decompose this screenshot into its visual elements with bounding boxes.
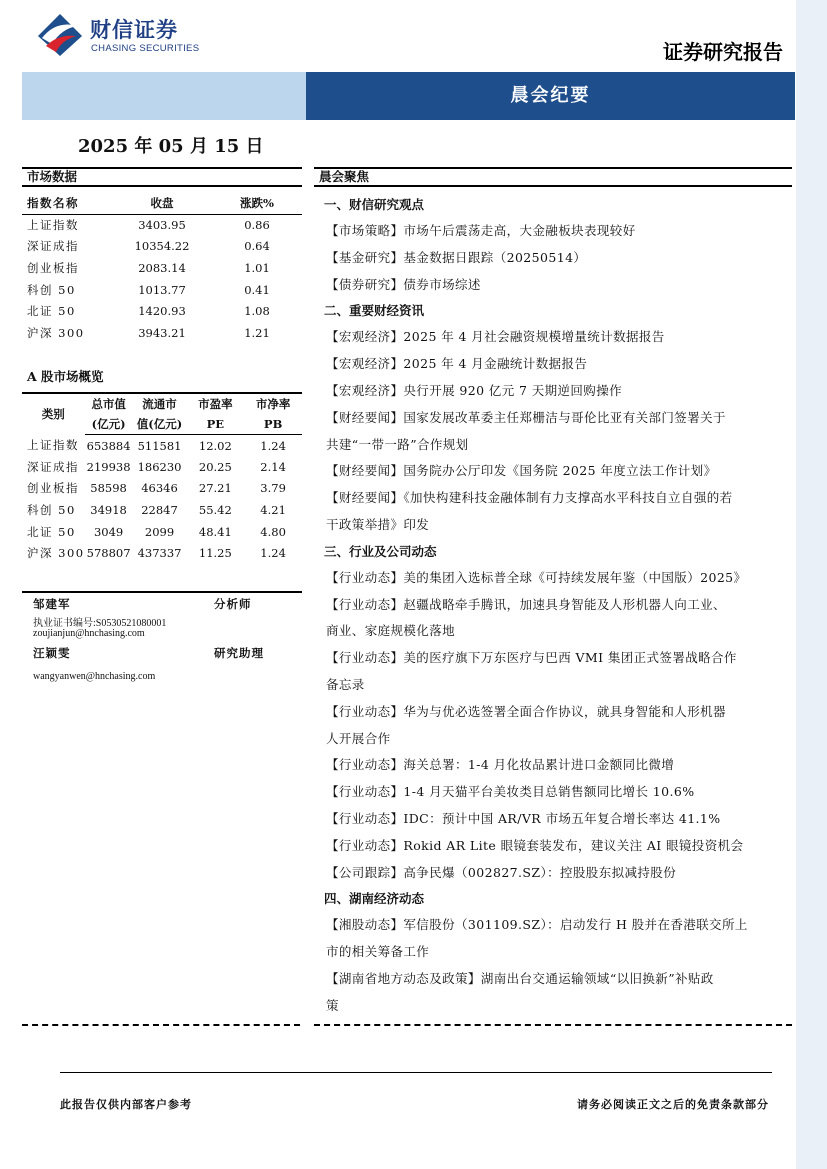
focus-item-tag: 【行业动态】 xyxy=(326,596,404,612)
analyst-cert: 执业证书编号:S0530521080001 xyxy=(33,618,167,629)
change-value: 0.41 xyxy=(244,282,270,297)
ashare-overview-table xyxy=(22,392,302,564)
focus-item-text: Rokid AR Lite 眼镜套装发布，建议关注 AI 眼镜投资机会 xyxy=(403,837,744,853)
table-row xyxy=(22,279,302,301)
change-value: 1.01 xyxy=(244,260,270,275)
pb-value: 4.21 xyxy=(260,503,286,518)
pe-value: 11.25 xyxy=(198,546,232,561)
focus-item-text: 湖南出台交通运输领域“以旧换新”补贴政 xyxy=(480,970,714,986)
change-value: 0.64 xyxy=(244,239,270,254)
header-pb: 市净率 xyxy=(255,397,291,411)
logo-text-en: CHASING SECURITIES xyxy=(91,43,200,54)
focus-item-text: 美的集团入选标普全球《可持续发展年鉴（中国版）2025》 xyxy=(403,569,747,585)
close-value: 2083.14 xyxy=(138,260,186,275)
category-name: 深证成指 xyxy=(27,459,79,474)
pb-value: 3.79 xyxy=(260,481,286,496)
focus-item-text: 高争民爆（002827.SZ）：控股股东拟减持股份 xyxy=(403,864,677,880)
banner-title: 晨会纪要 xyxy=(510,85,591,106)
index-name: 科创 50 xyxy=(27,282,76,297)
header-float-unit: 值(亿元) xyxy=(133,414,187,435)
focus-item-tag: 【湘股动态】 xyxy=(326,917,404,933)
table-row xyxy=(22,478,302,500)
focus-item[interactable] xyxy=(326,218,790,245)
logo-text-cn: 财信证券 xyxy=(90,18,178,42)
pb-value: 2.14 xyxy=(260,459,286,474)
focus-item[interactable] xyxy=(326,324,790,351)
ashare-overview-heading: A 股市场概览 xyxy=(27,369,104,384)
pb-value: 1.24 xyxy=(260,546,286,561)
table-row xyxy=(22,435,302,457)
focus-heading: 晨会聚焦 xyxy=(314,167,792,187)
table-row xyxy=(22,257,302,279)
assistant-email[interactable]: wangyanwen@hnchasing.com xyxy=(33,671,156,682)
focus-item-continuation: 人开展合作 xyxy=(326,730,391,746)
focus-item-tag: 【财经要闻】 xyxy=(326,463,404,479)
pe-value: 12.02 xyxy=(198,438,232,453)
focus-item-text: 2025 年 4 月社会融资规模增量统计数据报告 xyxy=(403,329,665,345)
focus-item-tag: 【宏观经济】 xyxy=(326,356,404,372)
category-name: 北证 50 xyxy=(27,524,76,539)
focus-item[interactable] xyxy=(326,245,790,272)
index-name: 北证 50 xyxy=(27,304,76,319)
assistant-name: 汪颖雯 xyxy=(33,646,71,660)
total-cap: 58598 xyxy=(90,481,127,496)
focus-item-text: 海关总署：1-4 月化妆品累计进口金额同比微增 xyxy=(403,757,675,773)
focus-item[interactable] xyxy=(326,272,790,299)
pb-value: 4.80 xyxy=(260,524,286,539)
focus-item-continuation: 策 xyxy=(326,997,339,1013)
focus-item-tag: 【财经要闻】 xyxy=(326,490,404,506)
focus-item[interactable] xyxy=(326,833,790,860)
close-value: 1420.93 xyxy=(138,304,186,319)
focus-list xyxy=(326,192,790,1020)
company-logo xyxy=(36,12,256,58)
focus-item[interactable] xyxy=(326,912,790,939)
table-header-row xyxy=(22,393,302,414)
total-cap: 219938 xyxy=(86,459,131,474)
focus-item[interactable] xyxy=(326,405,790,432)
category-name: 沪深 300 xyxy=(27,546,85,561)
logo-mark-icon xyxy=(36,12,84,56)
banner-left-block xyxy=(22,72,306,120)
focus-item[interactable] xyxy=(326,592,790,619)
header-pb-unit: PB xyxy=(244,414,302,435)
index-name: 上证指数 xyxy=(27,218,79,233)
side-stripe xyxy=(796,0,827,1169)
focus-item-text: 市场午后震荡走高，大金融板块表现较好 xyxy=(403,223,636,238)
analyst-role: 分析师 xyxy=(214,597,252,611)
focus-item[interactable] xyxy=(326,645,790,672)
focus-item-tag: 【基金研究】 xyxy=(326,249,404,265)
header-total-unit: (亿元) xyxy=(85,414,133,435)
focus-item-text: 基金数据日跟踪（20250514） xyxy=(403,249,587,265)
left-dashed-divider xyxy=(22,1024,300,1026)
pe-value: 20.25 xyxy=(198,459,232,474)
index-name: 创业板指 xyxy=(27,260,79,275)
focus-item-tag: 【行业动态】 xyxy=(326,810,404,826)
focus-item-tag: 【市场策略】 xyxy=(326,223,404,238)
header-pe-unit: PE xyxy=(186,414,244,435)
change-value: 0.86 xyxy=(244,218,270,233)
header-pe: 市盈率 xyxy=(198,397,233,411)
float-cap: 437337 xyxy=(137,546,182,561)
table-row xyxy=(22,456,302,478)
pb-value: 1.24 xyxy=(260,438,286,453)
analyst-name: 邹建军 xyxy=(33,597,71,611)
header-float-cap: 流通市 xyxy=(142,397,177,411)
focus-item[interactable] xyxy=(326,378,790,405)
table-row xyxy=(22,521,302,543)
focus-item-tag: 【行业动态】 xyxy=(326,837,404,853)
table-row xyxy=(22,236,302,258)
table-header-row xyxy=(22,192,302,214)
focus-item-continuation: 备忘录 xyxy=(326,676,365,692)
index-name: 深证成指 xyxy=(27,239,79,254)
total-cap: 653884 xyxy=(86,438,131,453)
focus-item-tag: 【公司跟踪】 xyxy=(326,864,404,880)
close-value: 3403.95 xyxy=(138,218,186,233)
focus-item-tag: 【宏观经济】 xyxy=(326,382,404,398)
focus-section-title: 四、湖南经济动态 xyxy=(324,891,425,907)
table-row xyxy=(22,322,302,344)
table-row xyxy=(22,542,302,564)
header-index-name: 指数名称 xyxy=(22,192,112,214)
focus-item-continuation: 共建“一带一路”合作规划 xyxy=(326,436,469,452)
focus-item[interactable] xyxy=(326,860,790,887)
focus-item-text: 《加快构建科技金融体制有力支撑高水平科技自立自强的若 xyxy=(403,490,733,506)
focus-item-text: 央行开展 920 亿元 7 天期逆回购操作 xyxy=(403,382,623,398)
index-name: 沪深 300 xyxy=(27,325,85,340)
total-cap: 3049 xyxy=(93,524,124,539)
total-cap: 578807 xyxy=(86,546,131,561)
focus-section-title: 一、财信研究观点 xyxy=(324,197,425,212)
focus-item-tag: 【湖南省地方动态及政策】 xyxy=(326,970,481,986)
focus-item-continuation: 商业、家庭规模化落地 xyxy=(326,623,456,639)
focus-item-text: 国家发展改革委主任郑栅洁与哥伦比亚有关部门签署关于 xyxy=(403,409,726,425)
focus-item[interactable] xyxy=(326,351,790,378)
title-banner xyxy=(22,72,795,120)
footer-disclaimer-right: 请务必阅读正文之后的免责条款部分 xyxy=(577,1098,769,1111)
focus-item[interactable] xyxy=(326,565,790,592)
focus-item-continuation: 市的相关筹备工作 xyxy=(326,944,430,960)
focus-item-text: 国务院办公厅印发《国务院 2025 年度立法工作计划》 xyxy=(403,463,717,479)
market-data-heading: 市场数据 xyxy=(22,167,302,187)
focus-item-tag: 【行业动态】 xyxy=(326,757,404,773)
float-cap: 22847 xyxy=(141,503,178,518)
focus-item[interactable] xyxy=(326,485,790,512)
market-data-table xyxy=(22,192,302,344)
header-change: 涨跌% xyxy=(212,192,302,214)
focus-item-tag: 【行业动态】 xyxy=(326,784,404,800)
float-cap: 186230 xyxy=(137,459,182,474)
focus-item-text: 2025 年 4 月金融统计数据报告 xyxy=(403,356,588,372)
total-cap: 34918 xyxy=(90,503,127,518)
focus-item-tag: 【行业动态】 xyxy=(326,703,404,719)
focus-item[interactable] xyxy=(326,779,790,806)
focus-item-tag: 【财经要闻】 xyxy=(326,409,404,425)
pe-value: 48.41 xyxy=(198,524,232,539)
close-value: 10354.22 xyxy=(134,239,190,254)
float-cap: 46346 xyxy=(141,481,178,496)
assistant-role: 研究助理 xyxy=(214,646,264,660)
header-total-cap: 总市值 xyxy=(91,397,126,411)
focus-item-continuation: 干政策举措》印发 xyxy=(326,516,430,532)
header-category: 类别 xyxy=(41,407,65,422)
header-close: 收盘 xyxy=(112,192,212,214)
focus-item-text: 军信股份（301109.SZ）：启动发行 H 股并在香港联交所上 xyxy=(403,917,748,933)
focus-item[interactable] xyxy=(326,806,790,833)
focus-item[interactable] xyxy=(326,699,790,726)
pe-value: 55.42 xyxy=(198,503,232,518)
focus-item[interactable] xyxy=(326,752,790,779)
float-cap: 511581 xyxy=(137,438,182,453)
table-row xyxy=(22,300,302,322)
focus-item-tag: 【债券研究】 xyxy=(326,276,404,292)
category-name: 上证指数 xyxy=(27,438,79,453)
focus-item-text: 华为与优必选签署全面合作协议，就具身智能和人形机器 xyxy=(403,703,726,719)
focus-item-text: 赵疆战略牵手腾讯，加速具身智能及人形机器人向工业、 xyxy=(403,596,726,612)
focus-item-tag: 【行业动态】 xyxy=(326,650,404,666)
focus-item-text: IDC：预计中国 AR/VR 市场五年复合增长率达 41.1% xyxy=(403,810,721,826)
pe-value: 27.21 xyxy=(198,481,232,496)
focus-item-text: 美的医疗旗下万东医疗与巴西 VMI 集团正式签署战略合作 xyxy=(403,650,737,666)
focus-item-text: 1-4 月天猫平台美妆类目总销售额同比增长 10.6% xyxy=(403,784,695,800)
report-type-label: 证券研究报告 xyxy=(663,40,783,64)
focus-item-tag: 【宏观经济】 xyxy=(326,329,404,345)
focus-section-title: 二、重要财经资讯 xyxy=(324,303,425,319)
change-value: 1.21 xyxy=(244,325,270,340)
focus-item-tag: 【行业动态】 xyxy=(326,569,404,585)
category-name: 科创 50 xyxy=(27,503,76,518)
category-name: 创业板指 xyxy=(27,481,79,496)
analyst-email[interactable]: zoujianjun@hnchasing.com xyxy=(33,628,145,639)
footer-disclaimer-left: 此报告仅供内部客户参考 xyxy=(60,1098,192,1111)
focus-item[interactable] xyxy=(326,966,790,993)
report-date: 2025 年 05 月 15 日 xyxy=(78,136,264,157)
focus-item-text: 债券市场综述 xyxy=(403,276,481,292)
focus-section-title: 三、行业及公司动态 xyxy=(324,543,437,559)
close-value: 3943.21 xyxy=(138,325,186,340)
right-dashed-divider xyxy=(314,1024,792,1026)
change-value: 1.08 xyxy=(244,304,270,319)
float-cap: 2099 xyxy=(144,524,175,539)
table-row xyxy=(22,499,302,521)
table-row xyxy=(22,214,302,236)
focus-item[interactable] xyxy=(326,458,790,485)
footer-divider xyxy=(60,1072,772,1073)
close-value: 1013.77 xyxy=(138,282,186,297)
analyst-divider xyxy=(22,591,302,593)
